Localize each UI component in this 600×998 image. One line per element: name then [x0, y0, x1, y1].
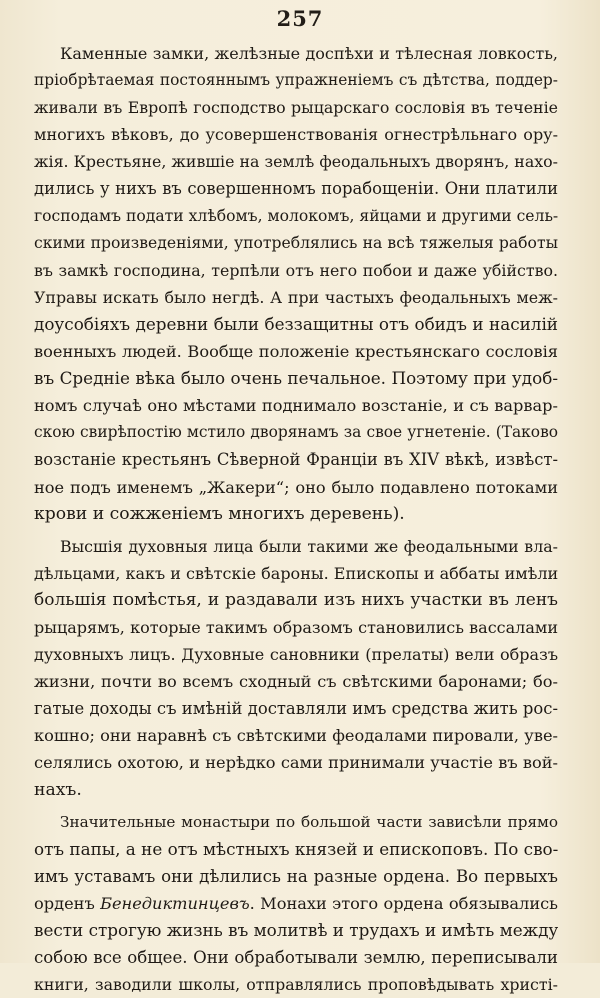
text-line: собою все общее. Они обработывали землю, переписывали — [34, 948, 558, 968]
paragraph — [34, 40, 558, 528]
text-fragment: орденъ — [34, 893, 101, 913]
text-line: военныхъ людей. Вообще положеніе крестьянскаго сословія — [34, 342, 558, 362]
text-line: ное подъ именемъ „Жакери“; оно было подавлено потоками — [34, 477, 558, 497]
text-line: въ Средніе вѣка было очень печальное. Поэтому при удоб- — [34, 368, 558, 389]
text-line: скою свирѣпостію мстило дворянамъ за свое угнетеніе. (Таково — [34, 423, 558, 442]
page-number: 257 — [276, 6, 324, 31]
text-line: возстаніе крестьянъ Сѣверной Франціи въ XIV вѣкѣ, извѣст- — [34, 450, 558, 470]
text-line: Управы искать было негдѣ. А при частыхъ феодальныхъ меж- — [34, 287, 558, 307]
text-line: нахъ. — [34, 779, 82, 800]
text-line: жія. Крестьяне, жившіе на землѣ феодальныхъ дворянъ, нахо- — [34, 152, 558, 172]
text-line: имъ уставамъ они дѣлились на разные ордена. Во первыхъ — [34, 866, 558, 886]
text-line: доусобіяхъ деревни были беззащитны отъ обидъ и насилій — [34, 313, 558, 334]
text-line: пріобрѣтаемая постояннымъ упражненіемъ съ дѣтства, поддер- — [34, 71, 558, 90]
text-line: книги, заводили школы, отправлялись проповѣдывать христі- — [34, 975, 558, 995]
text-line: гатые доходы съ имѣній доставляли имъ средства жить рос- — [34, 699, 558, 719]
text-fragment: . Монахи этого ордена обязывались — [249, 893, 558, 913]
text-line: Каменные замки, желѣзные доспѣхи и тѣлесная ловкость, — [60, 44, 558, 63]
text-line: крови и сожженіемъ многихъ деревень). — [34, 503, 405, 524]
text-line: рыцарямъ, которые такимъ образомъ становились вассалами — [34, 617, 558, 637]
text-line: въ замкѣ господина, терпѣли отъ него побои и даже убійство. — [34, 260, 558, 280]
paragraph — [34, 533, 558, 804]
text-line: господамъ подати хлѣбомъ, молокомъ, яйцами и другими сель- — [34, 206, 558, 225]
text-line: большія помѣстья, и раздавали изъ нихъ участки въ ленъ — [34, 589, 558, 610]
text-line: жизни, почти во всемъ сходный съ свѣтскими баронами; бо- — [34, 672, 558, 692]
paragraph — [34, 809, 558, 998]
text-line: отъ папы, а не отъ мѣстныхъ князей и епископовъ. По сво- — [34, 838, 558, 859]
italic-term: Бенедиктинцевъ — [100, 893, 250, 913]
text-line: селялись охотою, и нерѣдко сами принимали участіе въ вой- — [34, 753, 558, 773]
text-line: вести строгую жизнь въ молитвѣ и трудахъ и имѣть между — [34, 920, 558, 940]
text-line: духовныхъ лицъ. Духовные сановники (прелаты) вели образъ — [34, 645, 558, 665]
text-line: скими произведеніями, употреблялись на всѣ тяжелыя работы — [34, 233, 558, 252]
text-line: Высшія духовныя лица были такими же феодальными вла- — [60, 536, 558, 556]
text-line: номъ случаѣ оно мѣстами поднимало возстаніе, и съ варвар- — [34, 396, 558, 416]
text-line-mixed — [34, 890, 558, 917]
body-text — [34, 40, 558, 998]
text-line: дились у нихъ въ совершенномъ порабощеніи. Они платили — [34, 179, 558, 199]
text-line: дѣльцами, какъ и свѣтскіе бароны. Епископы и аббаты имѣли — [34, 563, 558, 583]
text-line: живали въ Европѣ господство рыцарскаго сословія въ теченіе — [34, 98, 558, 118]
text-line: многихъ вѣковъ, до усовершенствованія огнестрѣльнаго ору- — [34, 125, 558, 145]
text-line: кошно; они наравнѣ съ свѣтскими феодалами пировали, уве- — [34, 726, 558, 746]
text-line: Значительные монастыри по большой части зависѣли прямо — [60, 812, 558, 831]
